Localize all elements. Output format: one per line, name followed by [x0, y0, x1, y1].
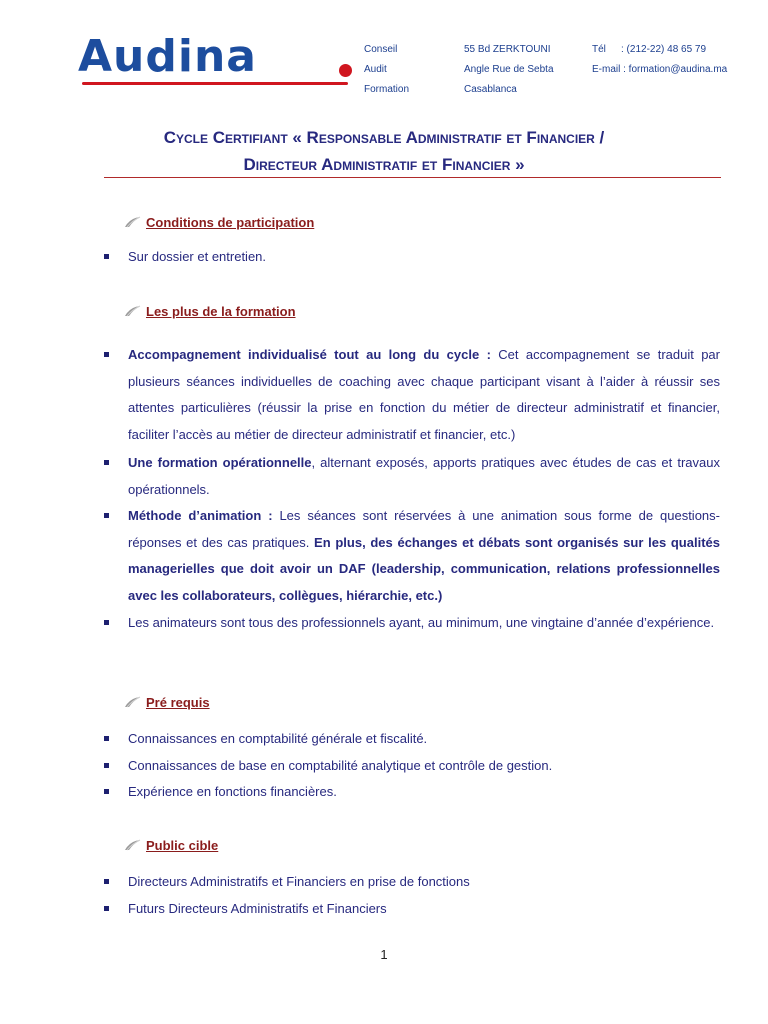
bullet-square [104, 254, 109, 259]
section-heading-prerequis [124, 692, 210, 712]
audina-logo: Audina [78, 31, 257, 82]
section-heading-conditions [124, 212, 314, 232]
section-heading-plus [124, 301, 296, 321]
document-title [100, 124, 668, 178]
header-conseil: Conseil [364, 44, 398, 55]
item-text: Cet accompagnement se traduit par plusieurs séances individuelles de coaching avec chaque participant visant à l’aider à réussir ses attentes particulières (réussir la prise en fonction du métier de directeur administratif et financier, faciliter l’accès au métier de directeur administratif et financier, etc.) [128, 347, 720, 442]
header-tel-label: Tél [592, 44, 606, 55]
list-item: Futurs Directeurs Administratifs et Financiers [128, 901, 387, 916]
bullet-square [104, 789, 109, 794]
item-text-bold: En plus, des échanges et débats sont organisés sur les qualités managerielles que doit avoir un DAF (leadership, communication, relations professionnelles avec les collaborateurs, collègues, hiérarchie, etc.) [128, 534, 720, 603]
item-text: Les séances sont réservées à une animation sous forme de questions-réponses et des cas pratiques. [128, 508, 720, 550]
bullet-square [104, 906, 109, 911]
title-line-1: Cycle Certifiant « Responsable Administratif et Financier / [163, 128, 605, 147]
logo-dot [339, 64, 352, 77]
header-audit: Audit [364, 64, 387, 75]
page-number: 1 [380, 947, 388, 962]
arrow-bullet-icon [124, 839, 142, 851]
list-item: Sur dossier et entretien. [128, 249, 267, 264]
section-title: Les plus de la formation [146, 303, 296, 319]
bullet-square [104, 513, 109, 518]
arrow-bullet-icon [124, 305, 142, 317]
item-lead: Accompagnement individualisé tout au long du cycle : [128, 347, 491, 362]
list-item-methode [128, 503, 720, 609]
section-title: Pré requis [146, 694, 210, 710]
item-lead: Une formation opérationnelle [128, 455, 312, 470]
list-item-animateurs: Les animateurs sont tous des professionnels ayant, au minimum, une vingtaine d’année d’expérience. [128, 615, 715, 630]
header-tel-value: : (212-22) 48 65 79 [621, 44, 707, 55]
header-address-1: 55 Bd ZERKTOUNI [464, 44, 551, 55]
section-title: Conditions de participation [146, 214, 315, 230]
header-address-3: Casablanca [464, 84, 517, 95]
item-text: , alternant exposés, apports pratiques avec études de cas et travaux opérationnels. [128, 455, 720, 497]
list-item-accompagnement [128, 342, 720, 448]
title-line-2: Directeur Administratif et Financier » [243, 155, 525, 174]
arrow-bullet-icon [124, 696, 142, 708]
arrow-bullet-icon [124, 216, 142, 228]
bullet-square [104, 763, 109, 768]
list-item: Connaissances de base en comptabilité analytique et contrôle de gestion. [128, 758, 553, 773]
bullet-square [104, 460, 109, 465]
bullet-square [104, 736, 109, 741]
list-item: Expérience en fonctions financières. [128, 784, 337, 799]
item-lead: Méthode d’animation : [128, 508, 273, 523]
header-address-2: Angle Rue de Sebta [464, 64, 554, 75]
bullet-square [104, 879, 109, 884]
logo-underline [82, 82, 348, 85]
bullet-square [104, 352, 109, 357]
header-email: E-mail : formation@audina.ma [592, 64, 728, 75]
list-item: Directeurs Administratifs et Financiers en prise de fonctions [128, 874, 470, 889]
section-heading-public [124, 835, 218, 855]
section-title: Public cible [146, 837, 219, 853]
list-item: Connaissances en comptabilité générale et fiscalité. [128, 731, 428, 746]
header-formation: Formation [364, 84, 410, 95]
list-item-formation-operationnelle [128, 450, 720, 503]
title-divider [104, 177, 721, 178]
bullet-square [104, 620, 109, 625]
